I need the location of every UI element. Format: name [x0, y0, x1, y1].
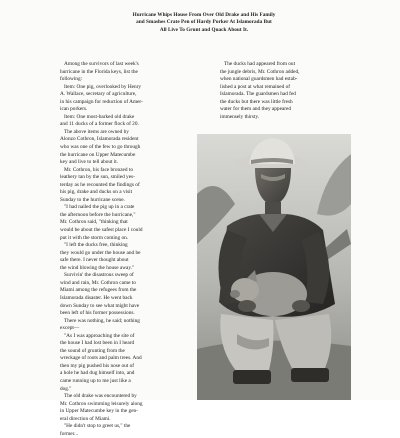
- right-column-line: water for them and they appeared: [220, 106, 292, 113]
- headline-line-3: All Live To Grunt and Quack About It.: [159, 26, 249, 33]
- left-column-line: "I left the ducks free, thinking: [64, 242, 128, 249]
- left-column-line: Mr. Cothron said, "thinking that: [60, 219, 128, 226]
- right-boot: [291, 368, 329, 382]
- left-column-line: wreckage of roots and palm trees. And: [60, 355, 142, 362]
- article-right-column: [220, 61, 350, 121]
- left-column-line: came running up to me just like a: [60, 377, 131, 384]
- left-column-line: Item: One pig, overlooked by Henry: [64, 83, 142, 90]
- left-column-line: The old drake was encountered by: [64, 393, 137, 400]
- left-column-line: Mr. Cothron, his face bronzed to: [64, 166, 133, 173]
- left-column-line: "He didn't stop to greet us," the: [64, 423, 131, 430]
- left-column-line: Alonzo Cothron, Islamorada resident: [60, 136, 139, 143]
- left-column-line: The above items are owned by: [64, 128, 129, 135]
- left-column-line: "I had nailed the pig up in a crate: [64, 204, 135, 211]
- right-column-line: immensely thirsty.: [220, 113, 260, 120]
- left-hand: [238, 300, 256, 312]
- right-column-line: the jungle debris, Mr. Cothron added,: [220, 68, 300, 75]
- left-column-line: the house I had lost been in I heard: [60, 340, 135, 347]
- left-column-line: in Upper Matecumbe key in the gen-: [60, 408, 138, 415]
- left-column-line: wind and rain, Mr. Cothron came to: [60, 279, 136, 286]
- right-column-line: when national guardsmen had estab-: [220, 76, 298, 83]
- left-column-line: "As I was approaching the site of: [64, 332, 135, 339]
- left-column-line: hurricane in the Florida keys, list the: [60, 68, 138, 75]
- left-column-line: the sound of grunting from the: [60, 347, 125, 354]
- article-left-column: [60, 61, 188, 438]
- right-column-line: the ducks but there was little fresh: [220, 98, 293, 105]
- left-column-line: ican porkers.: [60, 106, 88, 113]
- headline-line-1: Hurricane Whips House From Over Old Drake and His Family: [132, 12, 276, 18]
- left-column-line: key and live to tell about it.: [60, 159, 119, 166]
- headline-line-2: and Smashes Crate Pen of Hardy Porker At Islamorada But: [136, 19, 272, 26]
- right-column-line: The ducks had appeared from out: [224, 61, 296, 67]
- right-hand: [292, 300, 310, 312]
- headline: [60, 12, 348, 34]
- left-column-line: the hurricane on Upper Matecumbe: [60, 151, 136, 158]
- left-column-line: the afternoon before the hurricane,": [60, 211, 136, 218]
- left-column-line: Sunday to the hurricane scene.: [60, 196, 125, 203]
- left-column-line: Survivin' the disastrous sweep of: [64, 272, 134, 279]
- left-column-line: Miami among the refugees from the: [60, 287, 137, 294]
- left-column-line: then my pig pushed his nose out of: [60, 362, 135, 369]
- left-boot: [233, 370, 271, 384]
- left-column-line: eral direction of Miami.: [60, 415, 111, 422]
- photo-man-holding-pig: [197, 134, 351, 400]
- left-column-line: put it with the storm coming on.: [60, 234, 129, 241]
- left-column-line: following:: [60, 76, 83, 83]
- left-column-line: who was one of the few to go through: [60, 144, 141, 151]
- left-column-line: Among the survivors of last week's: [64, 61, 139, 67]
- left-column-line: safe there. I never thought about: [60, 257, 129, 264]
- right-column-line: lished a post at what remained of: [220, 83, 291, 90]
- left-column-line: Islamorada disaster. He went back: [60, 294, 133, 301]
- left-column-line: except—: [60, 325, 80, 332]
- left-column-line: Item: One most-barked old drake: [64, 113, 135, 120]
- pig-snout: [230, 290, 240, 298]
- photo-illustration: [197, 134, 351, 400]
- neck: [265, 202, 281, 214]
- left-column-line: a hole he had dug himself into, and: [60, 370, 135, 377]
- left-column-line: the wind blowing the house away.": [60, 264, 135, 271]
- left-column-line: dog.": [60, 385, 72, 392]
- left-column-line: There was nothing, he said; nothing: [64, 317, 140, 324]
- pig-head: [231, 278, 259, 302]
- left-column-line: down Sunday to see what might have: [60, 302, 140, 309]
- left-column-line: terday as he recounted the findings of: [60, 181, 140, 188]
- right-column-line: Islamorada. The guardsmen had fed: [220, 91, 296, 98]
- left-column-line: and 11 ducks of a former flock of 20.: [60, 121, 139, 128]
- left-column-line: A. Wallace, secretary of agriculture,: [60, 91, 137, 98]
- left-column-line: in his campaign for reduction of Amer-: [60, 98, 143, 105]
- left-column-line: would be about the safest place I could: [60, 227, 143, 234]
- left-column-line: been left of his former possessions.: [60, 310, 135, 317]
- left-column-line: leathery tan by the sun, smiled yes-: [60, 174, 135, 181]
- left-column-line: his pig, drake and ducks on a visit: [60, 189, 133, 196]
- left-column-line: former...: [60, 430, 79, 437]
- left-column-line: they would go under the house and be: [60, 249, 141, 256]
- left-column-line: Mr. Cothron swimming leisurely along: [60, 400, 143, 407]
